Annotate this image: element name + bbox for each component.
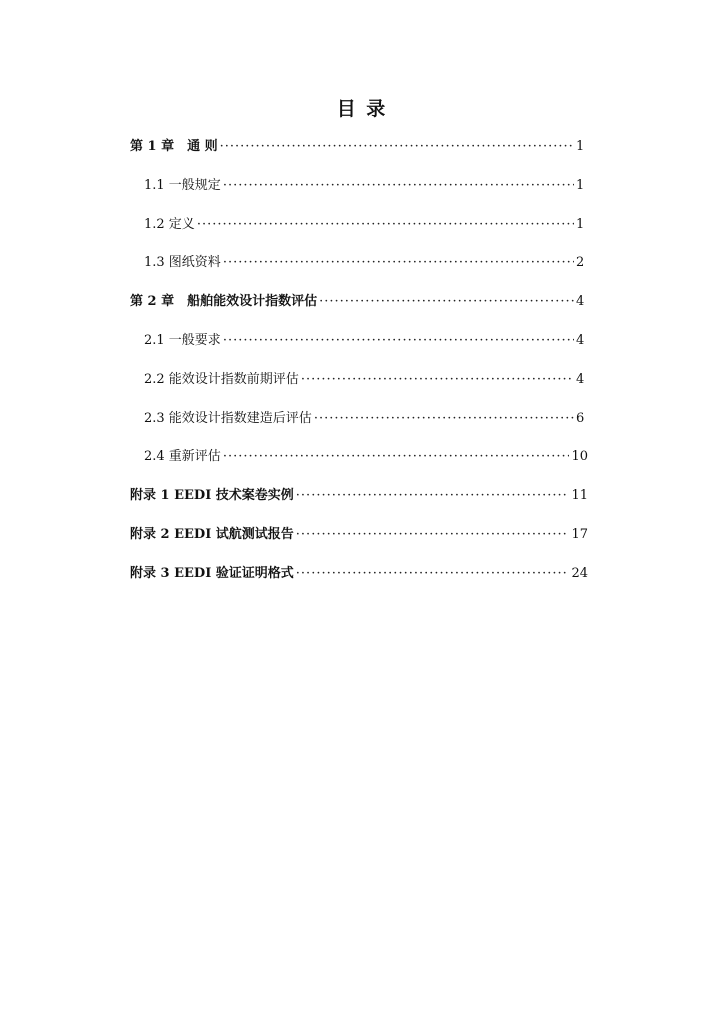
toc-entry[interactable] — [130, 555, 588, 594]
dot-leader — [223, 167, 574, 206]
dot-leader — [319, 283, 574, 322]
dot-leader — [296, 555, 570, 594]
dot-leader — [296, 516, 570, 555]
dot-leader — [296, 477, 570, 516]
toc-entry-page: 1 — [576, 216, 585, 232]
toc-entry-label: 1.3 图纸资料 — [144, 255, 221, 271]
dot-leader — [220, 128, 574, 167]
toc-entry-label: 2.1 一般要求 — [144, 332, 221, 348]
dot-leader — [223, 438, 570, 477]
toc-entry-page: 10 — [571, 449, 588, 465]
toc-entry-page: 4 — [576, 294, 585, 310]
toc-entry[interactable] — [130, 128, 588, 167]
toc-entry-label: 第 1 章 通 则 — [130, 139, 218, 154]
dot-leader — [223, 244, 574, 283]
toc-entry[interactable] — [130, 322, 588, 361]
toc-entry-label: 1.2 定义 — [144, 216, 195, 232]
toc-entry-page: 24 — [571, 565, 588, 581]
toc-entry-page: 4 — [576, 371, 585, 387]
toc-entry-label: 1.1 一般规定 — [144, 177, 221, 193]
toc-entry-label: 第 2 章 船舶能效设计指数评估 — [130, 294, 318, 310]
toc-entry-label: 附录 3 EEDI 验证证明格式 — [130, 565, 294, 581]
toc-entry-page: 2 — [576, 255, 585, 271]
toc-entry-label: 附录 2 EEDI 试航测试报告 — [130, 526, 294, 542]
toc-entry-label: 2.4 重新评估 — [144, 449, 221, 465]
toc-entry-label: 2.3 能效设计指数建造后评估 — [144, 410, 312, 426]
toc-entry-page: 1 — [576, 177, 585, 193]
toc-entry[interactable] — [130, 516, 588, 555]
toc-entry-label: 2.2 能效设计指数前期评估 — [144, 371, 299, 387]
toc-entry[interactable] — [130, 361, 588, 400]
dot-leader — [223, 322, 574, 361]
toc-entry[interactable] — [130, 438, 588, 477]
toc-entry-page: 17 — [571, 526, 588, 542]
toc-entry-label: 附录 1 EEDI 技术案卷实例 — [130, 488, 294, 504]
toc-entry[interactable] — [130, 167, 588, 206]
toc-entry[interactable] — [130, 206, 588, 245]
dot-leader — [314, 400, 574, 439]
toc-entry-page: 11 — [571, 488, 588, 504]
dot-leader — [197, 206, 574, 245]
toc-entry-page: 6 — [576, 410, 585, 426]
toc-entry[interactable] — [130, 400, 588, 439]
toc-entry[interactable] — [130, 283, 588, 322]
page-title: 目 录 — [336, 98, 388, 120]
toc-entry[interactable] — [130, 477, 588, 516]
dot-leader — [301, 361, 574, 400]
toc-entry-page: 1 — [576, 139, 585, 154]
toc-entry[interactable] — [130, 244, 588, 283]
toc-entry-page: 4 — [576, 332, 585, 348]
table-of-contents — [130, 128, 588, 594]
